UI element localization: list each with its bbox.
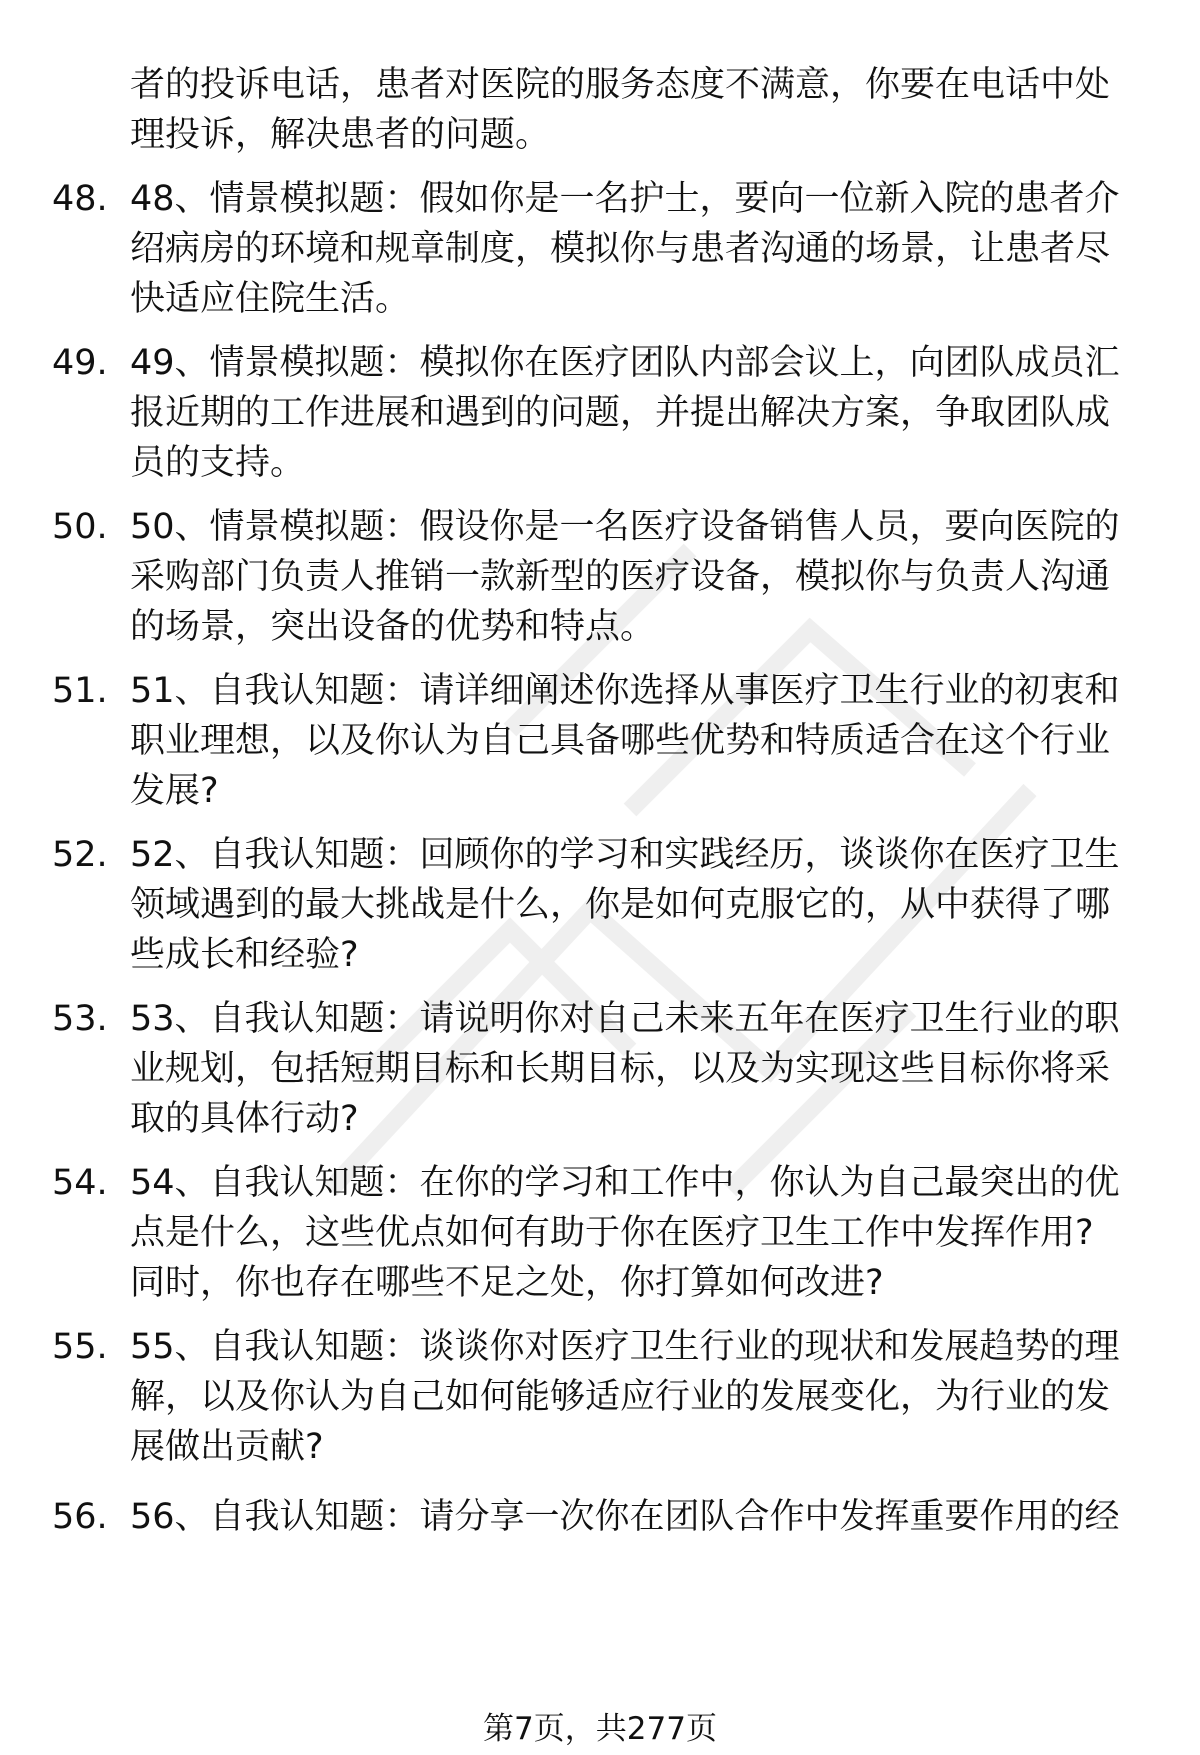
text-line: 发展? [130,771,219,811]
item-text [130,1492,1140,1542]
text-line: 52、自我认知题：回顾你的学习和实践经历，谈谈你在医疗卫生 [130,835,1120,875]
text-line: 51、自我认知题：请详细阐述你选择从事医疗卫生行业的初衷和 [130,671,1120,711]
text-line: 理投诉，解决患者的问题。 [130,115,551,155]
text-line: 职业理想，以及你认为自己具备哪些优势和特质适合在这个行业 [130,721,1111,761]
item-number: 53. [52,999,108,1039]
item-text [130,338,1140,488]
text-line: 56、自我认知题：请分享一次你在团队合作中发挥重要作用的经 [130,1497,1120,1537]
item-text [130,830,1140,980]
item-number: 50. [52,507,108,547]
continued-question-text [130,60,1140,160]
text-line: 领域遇到的最大挑战是什么，你是如何克服它的，从中获得了哪 [130,885,1111,925]
item-text [130,1322,1140,1472]
text-line: 49、情景模拟题：模拟你在医疗团队内部会议上，向团队成员汇 [130,343,1120,383]
text-line: 的场景，突出设备的优势和特点。 [130,607,656,647]
item-text [130,994,1140,1144]
text-line: 绍病房的环境和规章制度，模拟你与患者沟通的场景，让患者尽 [130,229,1111,269]
text-line: 50、情景模拟题：假设你是一名医疗设备销售人员，要向医院的 [130,507,1120,547]
text-line: 报近期的工作进展和遇到的问题，并提出解决方案，争取团队成 [130,393,1111,433]
item-number: 51. [52,671,108,711]
text-line: 员的支持。 [130,443,306,483]
text-line: 54、自我认知题：在你的学习和工作中，你认为自己最突出的优 [130,1163,1120,1203]
item-number: 54. [52,1163,108,1203]
text-line: 53、自我认知题：请说明你对自己未来五年在医疗卫生行业的职 [130,999,1120,1039]
item-number: 52. [52,835,108,875]
text-line: 快适应住院生活。 [130,279,411,319]
item-number: 49. [52,343,108,383]
item-text [130,174,1140,324]
page-number: 第7页，共277页 [483,1711,717,1747]
item-number: 48. [52,179,108,219]
text-line: 同时，你也存在哪些不足之处，你打算如何改进? [130,1263,884,1303]
text-line: 业规划，包括短期目标和长期目标，以及为实现这些目标你将采 [130,1049,1111,1089]
text-line: 点是什么，这些优点如何有助于你在医疗卫生工作中发挥作用? [130,1213,1094,1253]
text-line: 48、情景模拟题：假如你是一名护士，要向一位新入院的患者介 [130,179,1120,219]
item-text [130,666,1140,816]
text-line: 取的具体行动? [130,1099,359,1139]
text-line: 展做出贡献? [130,1427,324,1467]
text-line: 者的投诉电话，患者对医院的服务态度不满意，你要在电话中处 [130,65,1111,105]
text-line: 解，以及你认为自己如何能够适应行业的发展变化，为行业的发 [130,1377,1111,1417]
text-line: 采购部门负责人推销一款新型的医疗设备，模拟你与负责人沟通 [130,557,1111,597]
text-line: 些成长和经验? [130,935,359,975]
item-number: 56. [52,1497,108,1537]
item-text [130,1158,1140,1308]
text-line: 55、自我认知题：谈谈你对医疗卫生行业的现状和发展趋势的理 [130,1327,1120,1367]
item-number: 55. [52,1327,108,1367]
item-text [130,502,1140,652]
